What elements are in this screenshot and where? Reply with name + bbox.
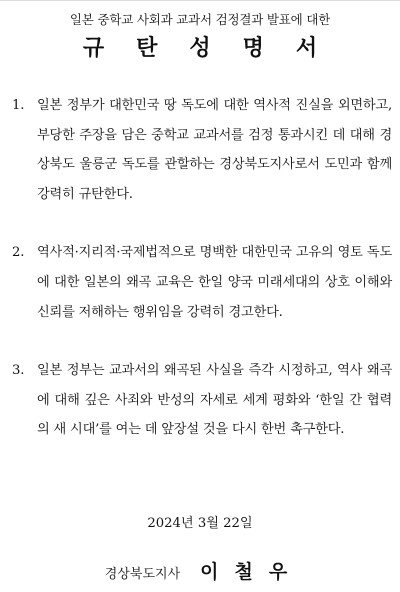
signatory-name-char: 우 — [268, 561, 288, 583]
title-char: 규 — [82, 36, 105, 61]
statement-item-3 — [12, 356, 392, 445]
title-char: 탄 — [136, 36, 158, 61]
title-char: 서 — [295, 36, 318, 61]
signatory-title: 경상북도지사 — [104, 567, 181, 582]
document-date: 2024년 3월 22일 — [147, 516, 253, 531]
item-text: 일본 정부는 교과서의 왜곡된 사실을 즉각 시정하고, 역사 왜곡에 대해 깊은 사죄와 반성의 자세로 세계 평화와 ‘한일 간 협력의 새 시대’를 여는 데 앞장설 것을 다시 한번 촉구한다. — [37, 363, 392, 438]
title-char: 명 — [242, 36, 264, 61]
document-subtitle: 일본 중학교 사회과 교과서 검정결과 발표에 대한 — [69, 12, 331, 27]
item-number: 3. — [12, 363, 25, 379]
signature-block — [0, 557, 400, 584]
item-number: 2. — [12, 245, 25, 261]
signatory-name-char: 철 — [234, 561, 253, 583]
signatory-name-char: 이 — [200, 561, 219, 583]
statement-item-2 — [12, 238, 392, 327]
title-char: 성 — [189, 36, 211, 61]
item-text: 일본 정부가 대한민국 땅 독도에 대한 역사적 진실을 외면하고, 부당한 주장을 담은 중학교 교과서를 검정 통과시킨 데 대해 경상북도 울릉군 독도를 관할하는 경상북도지사로서 도민과 함께 강력히 규탄한다. — [37, 98, 392, 202]
item-text: 역사적·지리적·국제법적으로 명백한 대한민국 고유의 영토 독도에 대한 일본의 왜곡 교육은 한일 양국 미래세대의 상호 이해와 신뢰를 저해하는 행위임을 강력히 경고한다. — [37, 245, 392, 320]
statement-item-1 — [12, 91, 392, 209]
item-number: 1. — [12, 98, 25, 113]
document-title — [0, 31, 400, 62]
statement-items — [12, 91, 392, 474]
signatory-name — [192, 557, 295, 584]
